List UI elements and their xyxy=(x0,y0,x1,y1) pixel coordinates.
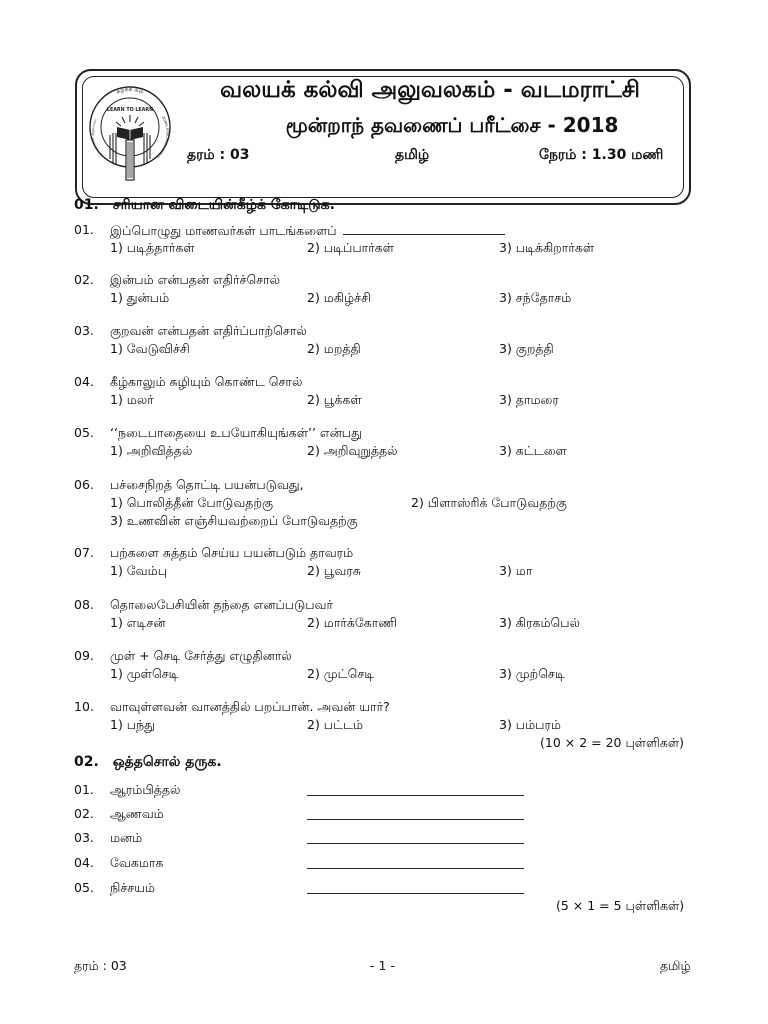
question-number: 08. xyxy=(74,597,94,612)
option-1[interactable]: 1) முள்செடி xyxy=(110,666,179,681)
option-2[interactable]: 2) மார்க்கோணி xyxy=(307,615,397,630)
logo-top-text: கற்கக் கல் xyxy=(115,85,145,96)
answer-line[interactable] xyxy=(307,795,524,796)
zonal-office-logo xyxy=(86,77,174,189)
section-2-title: ஒத்தசொல் தருக. xyxy=(112,754,222,770)
question-text: இன்பம் என்பதன் எதிர்ச்சொல் xyxy=(110,272,281,287)
item-number: 02. xyxy=(74,806,94,821)
option-3[interactable]: 3) சந்தோசம் xyxy=(499,290,572,305)
question-text: குறவன் என்பதன் எதிர்ப்பாற்சொல் xyxy=(110,323,307,338)
section-2-heading xyxy=(74,754,222,772)
question-text: பற்களை சுத்தம் செய்ய பயன்படும் தாவரம் xyxy=(110,545,354,560)
logo-right-text: ZONAL EDUCATION OFFICE xyxy=(155,115,170,160)
option-1[interactable]: 1) வேம்பு xyxy=(110,563,168,578)
section-1-heading xyxy=(74,197,335,215)
question-text: பச்சைநிறத் தொட்டி பயன்படுவது, xyxy=(110,477,304,492)
question-number: 03. xyxy=(74,323,94,338)
svg-text:கற்கக் கல் xyxy=(115,86,144,96)
item-word: வேகமாக xyxy=(110,855,164,870)
exam-title: மூன்றாந் தவணைப் பரீட்சை - 2018 xyxy=(285,113,619,137)
option-1[interactable]: 1) பந்து xyxy=(110,717,155,732)
section-2-number: 02. xyxy=(74,754,99,770)
option-2[interactable]: 2) பூக்கள் xyxy=(307,392,362,407)
option-3[interactable]: 3) மா xyxy=(499,563,533,578)
option-1[interactable]: 1) துன்பம் xyxy=(110,290,170,305)
option-1[interactable]: 1) வேடுவிச்சி xyxy=(110,341,190,356)
item-word: நிச்சயம் xyxy=(110,880,155,895)
header-subject: தமிழ் xyxy=(395,147,430,163)
option-1[interactable]: 1) அறிவித்தல் xyxy=(110,443,193,458)
section-1-number: 01. xyxy=(74,197,99,213)
logo-motto: LEARN TO LEARN xyxy=(106,108,154,113)
answer-line[interactable] xyxy=(307,893,524,894)
option-3[interactable]: 3) கிரகம்பெல் xyxy=(499,615,580,630)
question-number: 09. xyxy=(74,648,94,663)
footer-page-number: - 1 - xyxy=(370,958,395,973)
option-3[interactable]: 3) குறத்தி xyxy=(499,341,554,356)
option-2[interactable]: 2) பட்டம் xyxy=(307,717,364,732)
item-word: ஆணவம் xyxy=(110,806,164,821)
section-2-marks: (5 × 1 = 5 புள்ளிகள்) xyxy=(556,898,685,913)
option-2[interactable]: 2) அறிவுறுத்தல் xyxy=(307,443,398,458)
exam-header xyxy=(75,69,691,205)
answer-line[interactable] xyxy=(307,819,524,820)
option-2[interactable]: 2) முட்செடி xyxy=(307,666,375,681)
question-number: 01. xyxy=(74,222,94,237)
logo-left-text: வலயக் கல்வி அலுவலகம் xyxy=(90,118,103,158)
option-3[interactable]: 3) கட்டளை xyxy=(499,443,567,458)
option-2[interactable]: 2) மகிழ்ச்சி xyxy=(307,290,371,305)
option-1[interactable]: 1) மலர் xyxy=(110,392,154,407)
option-2[interactable]: 2) பிளாஸ்ரிக் போடுவதற்கு xyxy=(411,495,567,510)
question-text: முள் + செடி சேர்த்து எழுதினால் xyxy=(110,648,292,663)
item-number: 04. xyxy=(74,855,94,870)
office-title: வலயக் கல்வி அலுவலகம் - வடமராட்சி xyxy=(220,77,640,103)
option-3[interactable]: 3) பம்பரம் xyxy=(499,717,561,732)
item-word: ஆரம்பித்தல் xyxy=(110,782,181,797)
item-number: 05. xyxy=(74,880,94,895)
footer-grade: தரம் : 03 xyxy=(74,958,127,973)
question-number: 06. xyxy=(74,477,94,492)
item-number: 03. xyxy=(74,830,94,845)
option-1[interactable]: 1) படித்தார்கள் xyxy=(110,240,195,255)
question-number: 02. xyxy=(74,272,94,287)
question-number: 05. xyxy=(74,425,94,440)
item-word: மனம் xyxy=(110,830,143,845)
option-3[interactable]: 3) உணவின் எஞ்சியவற்றைப் போடுவதற்கு xyxy=(110,513,358,528)
option-2[interactable]: 2) படிப்பார்கள் xyxy=(307,240,394,255)
item-number: 01. xyxy=(74,782,94,797)
question-text: ‘‘நடைபாதையை உபயோகியுங்கள்’’ என்பது xyxy=(110,425,362,440)
section-1-marks: (10 × 2 = 20 புள்ளிகள்) xyxy=(540,735,685,750)
option-1[interactable]: 1) எடிசன் xyxy=(110,615,166,630)
header-time: நேரம் : 1.30 மணி xyxy=(539,147,664,163)
question-text: தொலைபேசியின் தந்தை எனப்படுபவர் xyxy=(110,597,334,612)
question-number: 07. xyxy=(74,545,94,560)
question-text: கீழ்காலும் சுழியும் கொண்ட சொல் xyxy=(110,374,303,389)
answer-blank[interactable] xyxy=(343,222,505,235)
option-1[interactable]: 1) பொலித்தீன் போடுவதற்கு xyxy=(110,495,273,510)
option-2[interactable]: 2) பூவரசு xyxy=(307,563,361,578)
question-number: 04. xyxy=(74,374,94,389)
option-3[interactable]: 3) முற்செடி xyxy=(499,666,565,681)
answer-line[interactable] xyxy=(307,868,524,869)
option-3[interactable]: 3) தாமரை xyxy=(499,392,559,407)
option-2[interactable]: 2) மறத்தி xyxy=(307,341,361,356)
question-text: வாவுள்ளவன் வானத்தில் பறப்பான். அவன் யார்? xyxy=(110,699,390,714)
question-number: 10. xyxy=(74,699,94,714)
header-grade: தரம் : 03 xyxy=(187,147,250,163)
footer-subject: தமிழ் xyxy=(660,958,691,973)
option-3[interactable]: 3) படிக்கிறார்கள் xyxy=(499,240,595,255)
question-text: இப்பொழுது மாணவர்கள் பாடங்களைப் xyxy=(110,222,505,240)
section-1-title: சரியான விடையின்கீழ்க் கோடிடுக. xyxy=(112,197,335,213)
answer-line[interactable] xyxy=(307,843,524,844)
